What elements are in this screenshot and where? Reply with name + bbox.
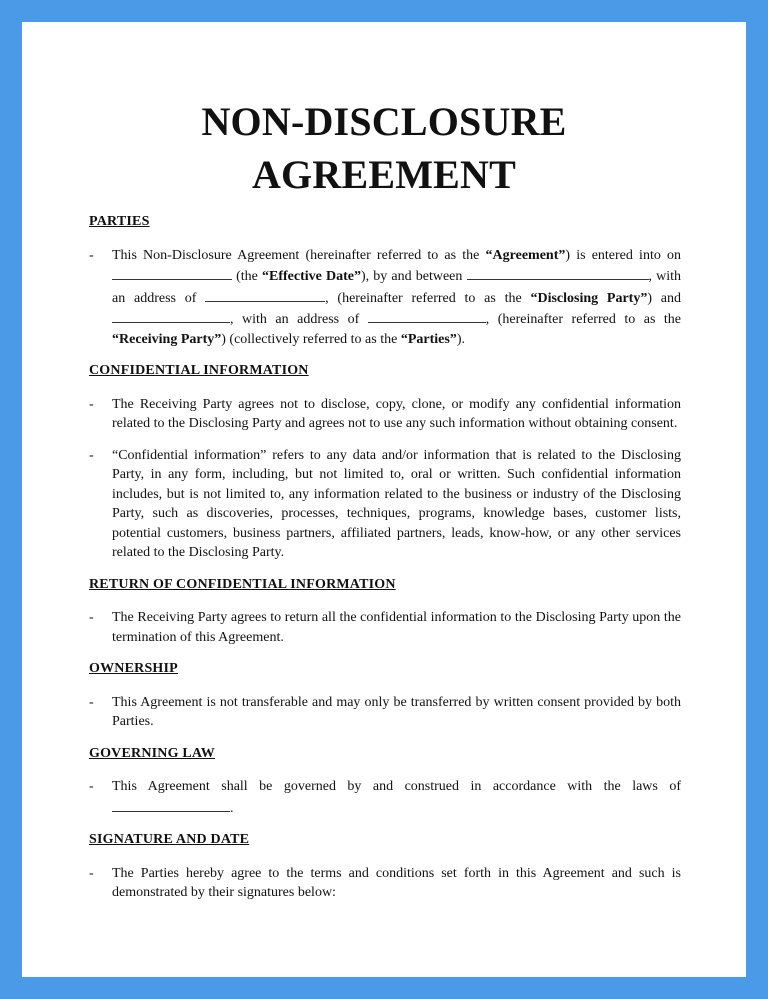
bullet-dash: - <box>89 694 94 710</box>
section-heading-governing-law: GOVERNING LAW <box>89 745 215 761</box>
confidential-paragraph-1: - The Receiving Party agrees not to disclose, copy, clone, or modify any confidential information related to the Disclosing Party and agrees not to use any such information without obtaining consent. <box>89 396 681 431</box>
receiving-party-name-blank[interactable] <box>112 308 230 323</box>
section-heading-ownership: OWNERSHIP <box>89 661 178 676</box>
section-heading-confidential-information: CONFIDENTIAL INFORMATION <box>89 363 309 378</box>
document-page <box>22 22 746 977</box>
confidential-paragraph-2: - “Confidential information” refers to any data and/or information that is related to the Disclosing Party, in any form, including, but not limited to, oral or written. Such confidential information includes, but is not limited to, any information related to the business or industry of the Disclosing Party, such as discoveries, processes, techniques, programs, knowledge bases, customer lists, potential customers, business partners, affiliated partners, leads, know-how, or any other services related to the Disclosing Party. <box>89 447 681 560</box>
governing-paragraph: - This Agreement shall be governed by and construed in accordance with the laws of . <box>89 779 681 816</box>
bullet-dash: - <box>89 247 94 263</box>
section-governing-law <box>89 744 681 819</box>
ownership-paragraph: - This Agreement is not transferable and may only be transferred by written consent provided by both Parties. <box>89 694 681 729</box>
signature-paragraph: - The Parties hereby agree to the terms and conditions set forth in this Agreement and such is demonstrated by their signatures below: <box>89 865 681 900</box>
bullet-dash: - <box>89 865 94 881</box>
bullet-dash: - <box>89 447 94 463</box>
return-paragraph: - The Receiving Party agrees to return all the confidential information to the Disclosing Party upon the termination of this Agreement. <box>89 610 681 645</box>
bullet-dash: - <box>89 610 94 625</box>
title-line-1: NON-DISCLOSURE <box>201 99 567 144</box>
receiving-party-address-blank[interactable] <box>368 308 486 323</box>
document-title <box>22 95 746 201</box>
disclosing-party-address-blank[interactable] <box>205 287 325 302</box>
section-ownership <box>89 659 681 732</box>
governing-law-jurisdiction-blank[interactable] <box>112 797 230 812</box>
section-heading-parties: PARTIES <box>89 214 150 229</box>
parties-paragraph: - This Non-Disclosure Agreement (hereinafter referred to as the “Agreement”) is entered into on (the “Effective Date”), by and between , with an address of , (hereinafter referred to as the “Disclosing Party”) and , with an address of , (hereinafter referred to as the “Receiving Party”) (collectively referred to as the “Parties”). <box>89 247 682 347</box>
section-return-of-confidential-information <box>89 575 681 648</box>
bullet-dash: - <box>89 779 94 794</box>
section-parties <box>89 212 681 349</box>
title-line-2: AGREEMENT <box>251 152 517 197</box>
disclosing-party-name-blank[interactable] <box>467 265 649 280</box>
bullet-dash: - <box>89 396 94 412</box>
section-signature-and-date <box>89 830 681 903</box>
effective-date-blank[interactable] <box>112 265 232 280</box>
section-confidential-information <box>89 361 681 563</box>
section-heading-return: RETURN OF CONFIDENTIAL INFORMATION <box>89 576 396 592</box>
document-body <box>89 212 681 915</box>
section-heading-signature: SIGNATURE AND DATE <box>89 832 250 847</box>
